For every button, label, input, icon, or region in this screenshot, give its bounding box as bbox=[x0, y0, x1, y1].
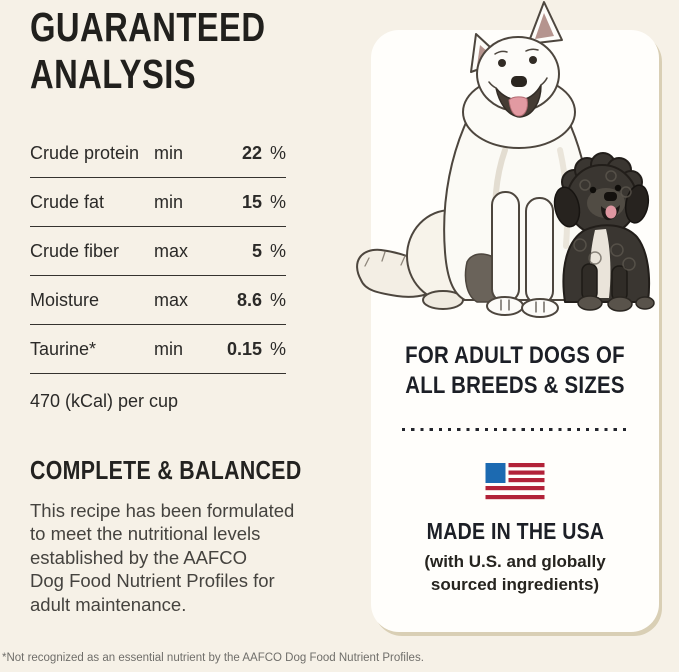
calories-per-cup: 470 (kCal) per cup bbox=[30, 391, 179, 411]
nutrient-value: 15 bbox=[241, 191, 262, 212]
dotted-divider bbox=[402, 428, 632, 431]
aafco-statement-line: adult maintenance. bbox=[30, 593, 187, 615]
nutrient-unit: % bbox=[269, 142, 286, 163]
nutrient-label: Moisture bbox=[30, 289, 100, 310]
nutrient-qualifier: min bbox=[154, 142, 184, 163]
nutrient-label: Taurine* bbox=[30, 338, 97, 359]
aafco-statement-line: established by the AAFCO bbox=[30, 546, 247, 568]
sourced-line1: (with U.S. and globally bbox=[424, 552, 606, 571]
nutrient-label: Crude fat bbox=[30, 191, 105, 212]
aafco-statement bbox=[30, 499, 294, 616]
made-in-usa-text: MADE IN THE USA bbox=[426, 518, 604, 544]
table-row bbox=[30, 178, 286, 227]
aafco-statement-line: Dog Food Nutrient Profiles for bbox=[30, 570, 275, 592]
usa-flag-icon bbox=[486, 463, 545, 500]
info-card bbox=[371, 30, 659, 632]
table-row bbox=[30, 325, 286, 374]
page-title-line1: GUARANTEED bbox=[30, 4, 266, 50]
nutrient-value: 0.15 bbox=[226, 338, 262, 359]
page-title-line2: ANALYSIS bbox=[30, 51, 197, 97]
nutrient-label: Crude fiber bbox=[30, 240, 120, 261]
made-in-usa-heading bbox=[371, 518, 659, 545]
page-title bbox=[30, 4, 270, 98]
guaranteed-analysis-section bbox=[30, 4, 330, 98]
nutrient-unit: % bbox=[269, 240, 286, 261]
nutrient-unit: % bbox=[269, 191, 286, 212]
card-heading bbox=[371, 341, 659, 401]
nutrient-label: Crude protein bbox=[30, 142, 140, 163]
nutrient-unit: % bbox=[269, 289, 286, 310]
card-heading-line1: FOR ADULT DOGS OF bbox=[405, 342, 625, 369]
aafco-statement-line: to meet the nutritional levels bbox=[30, 523, 261, 545]
aafco-statement-line: This recipe has been formulated bbox=[30, 500, 295, 521]
nutrient-value: 22 bbox=[241, 142, 262, 163]
nutrient-qualifier: min bbox=[154, 338, 184, 359]
guaranteed-analysis-table bbox=[30, 129, 286, 374]
sourced-ingredients-note bbox=[371, 551, 659, 596]
taurine-footnote: *Not recognized as an essential nutrient by the AAFCO Dog Food Nutrient Profiles. bbox=[2, 652, 424, 664]
nutrient-unit: % bbox=[269, 338, 286, 359]
nutrient-value: 8.6 bbox=[236, 289, 262, 310]
sourced-line2: sourced ingredients) bbox=[430, 574, 600, 594]
card-heading-line2: ALL BREEDS & SIZES bbox=[405, 372, 625, 399]
complete-balanced-heading: COMPLETE & BALANCED bbox=[30, 455, 302, 485]
nutrient-value: 5 bbox=[251, 240, 262, 261]
table-row bbox=[30, 227, 286, 276]
dogs-illustration bbox=[355, 0, 665, 330]
table-row bbox=[30, 276, 286, 325]
nutrient-qualifier: max bbox=[154, 289, 189, 310]
nutrient-qualifier: min bbox=[154, 191, 184, 212]
nutrient-qualifier: max bbox=[154, 240, 189, 261]
table-row bbox=[30, 129, 286, 178]
